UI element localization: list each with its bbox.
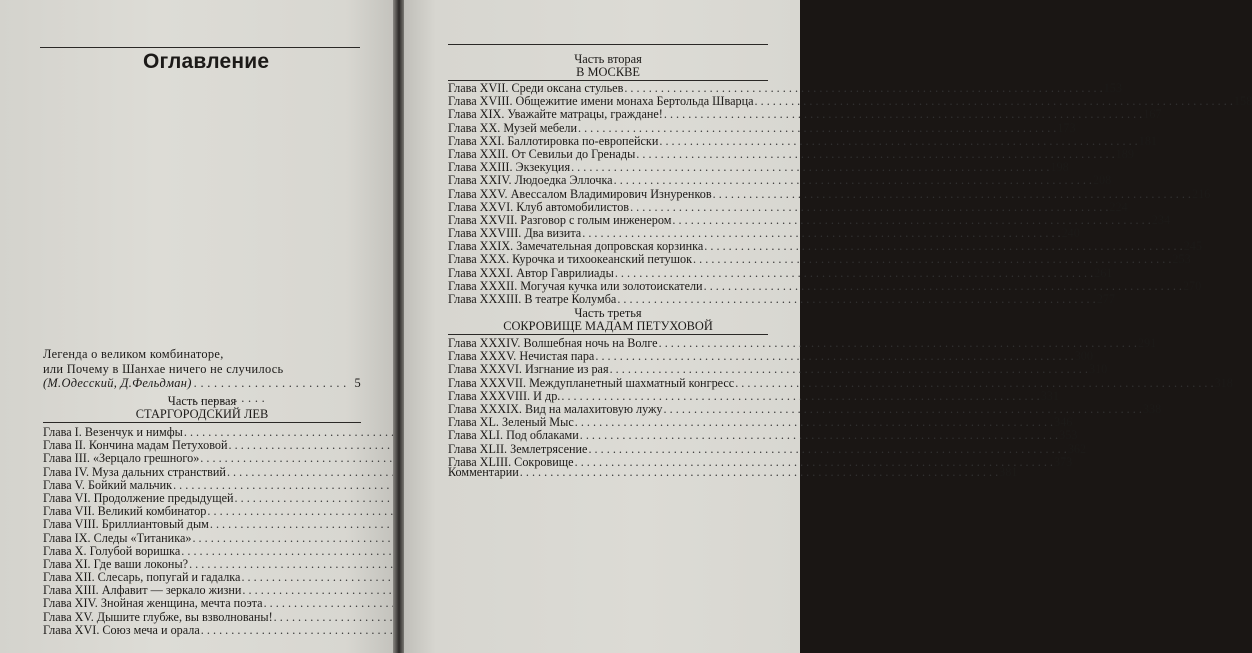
chapter-title: Глава XXXIII. В театре Колумба <box>448 292 617 306</box>
chapter-title: Глава XII. Слесарь, попугай и гадалка <box>43 570 241 585</box>
part-three-rule <box>448 334 768 335</box>
chapter-title: Глава XIV. Знойная женщина, мечта поэта <box>43 596 263 611</box>
chapter-page: 331 <box>1040 388 1059 403</box>
toc-entry[interactable] <box>43 452 361 465</box>
leader-dots <box>615 267 1093 280</box>
toc-entry[interactable] <box>43 466 361 479</box>
toc-entry[interactable] <box>448 120 1076 135</box>
toc-entry[interactable] <box>43 518 361 531</box>
chapter-title: Глава V. Бойкий мальчик <box>43 477 173 492</box>
leader-dots <box>561 390 1039 403</box>
chapter-title: Глава XVI. Союз меча и орала <box>43 622 200 637</box>
leader-dots <box>580 429 1058 442</box>
top-rule-right <box>448 44 768 45</box>
part-two-label: Часть вторая <box>574 52 642 66</box>
part-one-name: СТАРГОРОДСКИЙ ЛЕВ <box>135 407 269 421</box>
leader-dots <box>630 201 1108 214</box>
book-gutter <box>393 0 404 653</box>
chapter-title: Глава XXVIII. Два визита <box>448 226 582 241</box>
chapter-page: 310 <box>1088 362 1108 377</box>
chapter-page: 353 <box>1059 428 1078 443</box>
chapter-title: Глава XXVI. Клуб автомобилистов <box>448 199 630 214</box>
leader-dots <box>735 377 1213 390</box>
leader-dots <box>614 174 1092 187</box>
chapter-page: 346 <box>1054 415 1073 430</box>
leader-dots <box>713 188 1191 201</box>
chapter-page: 338 <box>1142 401 1162 416</box>
toc-entry[interactable] <box>448 107 1162 122</box>
part-one-toc <box>43 426 361 637</box>
toc-entry[interactable] <box>43 597 361 610</box>
chapter-title: Глава XVII. Среди оксана стульев <box>448 81 624 95</box>
chapter-title: Глава XXXVIII. И др. <box>448 388 561 403</box>
chapter-title: Глава XX. Музей мебели <box>448 120 577 135</box>
comments-toc <box>448 465 1018 479</box>
comments-title: Комментарии <box>448 465 519 479</box>
chapter-title: Глава VII. Великий комбинатор <box>43 504 207 519</box>
chapter-page: 167 <box>1143 107 1162 122</box>
chapter-page: 277 <box>1096 292 1115 306</box>
chapter-page: 261 <box>1094 265 1113 280</box>
legend-line-1: Легенда о великом комбинаторе, <box>43 347 224 361</box>
chapter-title: Глава XXV. Авессалом Владимирович Изнуренков <box>448 186 712 201</box>
chapter-page: 153 <box>1103 81 1122 95</box>
chapter-title: Глава XXIX. Замечательная допровская корзинка <box>448 239 704 254</box>
chapter-title: Глава II. Кончина мадам Петуховой <box>43 438 228 453</box>
leader-dots <box>664 108 1142 121</box>
legend-authors: (М.Одесский, Д.Фельдман) <box>43 376 192 390</box>
chapter-page: 291 <box>1137 336 1157 350</box>
right-page <box>404 0 1252 653</box>
chapter-title: Глава XLII. Землетрясение <box>448 441 588 456</box>
page-title: Оглавление <box>143 50 270 73</box>
chapter-title: Глава III. «Зерцало грешного» <box>43 451 200 466</box>
chapter-page: 245 <box>1183 239 1202 254</box>
legend-line-2: или Почему в Шанхае ничего не случилось <box>43 361 284 376</box>
chapter-page: 253 <box>1172 252 1191 267</box>
chapter-title: Глава XXXIX. Вид на малахитовую лужу <box>448 401 663 416</box>
part-three-toc <box>448 336 1233 469</box>
chapter-page: 158 <box>1233 94 1252 109</box>
part-three-heading <box>448 307 768 333</box>
toc-entry[interactable] <box>43 545 361 558</box>
toc-entry[interactable] <box>448 388 1059 403</box>
chapter-title: Глава XXXV. Нечистая пара <box>448 349 595 364</box>
chapter-page: 181 <box>1138 133 1157 148</box>
chapter-title: Глава XXI. Баллотировка по-европейски <box>448 133 659 148</box>
part-three-label: Часть третья <box>574 306 642 320</box>
chapter-page: 198 <box>1050 160 1069 175</box>
left-page <box>0 0 393 653</box>
part-one-label: Часть первая <box>167 394 237 408</box>
chapter-title: Глава IV. Муза дальних странствий <box>43 464 226 479</box>
chapter-title: Глава XXXVII. Междупланетный шахматный конгресс <box>448 375 735 390</box>
chapter-title: Глава XVIII. Общежитие имени монаха Бертольда Шварца <box>448 94 754 109</box>
chapter-title: Глава VI. Продолжение предыдущей <box>43 490 234 505</box>
part-two-heading <box>448 53 768 79</box>
chapter-title: Глава VIII. Бриллиантовый дым <box>43 517 209 532</box>
chapter-title: Глава XLI. Под облаками <box>448 428 579 443</box>
chapter-title: Глава XXXVI. Изгнание из рая <box>448 362 609 377</box>
toc-entry[interactable] <box>448 199 1128 214</box>
leader-dots <box>578 122 1056 135</box>
chapter-page: 189 <box>1115 146 1134 161</box>
toc-entry[interactable] <box>448 375 1233 390</box>
leader-dots <box>617 293 1095 306</box>
chapter-title: Глава XXIV. Людоедка Эллочка <box>448 173 613 188</box>
chapter-title: Глава XL. Зеленый Мыс <box>448 415 574 430</box>
chapter-page: 373 <box>1053 454 1073 469</box>
toc-entry[interactable] <box>448 186 1211 201</box>
chapter-page: 234 <box>1151 212 1171 227</box>
chapter-title: Глава I. Везенчук и нимфы <box>43 425 183 439</box>
toc-entry[interactable] <box>448 173 1112 188</box>
leader-dots <box>610 363 1088 376</box>
chapter-title: Глава XXIII. Экзекуция <box>448 160 571 175</box>
chapter-page: 173 <box>1057 120 1076 135</box>
chapter-title: Глава XI. Где ваши локоны? <box>43 556 189 571</box>
leader-dots <box>659 135 1137 148</box>
chapter-title: Глава XXXI. Автор Гаврилиады <box>448 265 614 280</box>
toc-entry[interactable] <box>43 479 361 492</box>
part-two-name: В МОСКВЕ <box>576 65 640 79</box>
part-one-rule <box>43 422 361 423</box>
toc-entry[interactable] <box>448 362 1108 377</box>
toc-entry[interactable] <box>448 292 1115 306</box>
chapter-title: Глава XXXIV. Волшебная ночь на Волге <box>448 336 658 350</box>
leader-dots <box>520 466 998 479</box>
chapter-page: 216 <box>1191 186 1211 201</box>
chapter-title: Глава IX. Следы «Титаника» <box>43 530 192 545</box>
comments-entry[interactable] <box>448 465 1018 479</box>
chapter-title: Глава XIII. Алфавит — зеркало жизни <box>43 583 242 598</box>
toc-entry[interactable] <box>43 624 361 637</box>
part-two-toc <box>448 81 1252 306</box>
chapter-title: Глава XXVII. Разговор с голым инженером <box>448 212 672 227</box>
leader-dots <box>693 253 1171 266</box>
chapter-page: 224 <box>1109 199 1128 214</box>
comments-page: 381 <box>999 465 1018 479</box>
toc-entry[interactable] <box>448 252 1191 267</box>
part-one-heading <box>43 395 361 421</box>
chapter-title: Глава XIX. Уважайте матрацы, граждане! <box>448 107 663 122</box>
top-rule <box>40 47 360 48</box>
chapter-page: 270 <box>1182 278 1202 293</box>
toc-entry[interactable] <box>43 611 361 624</box>
toc-entry[interactable] <box>448 265 1113 280</box>
chapter-page: 300 <box>1074 349 1093 364</box>
legend-page: 5 <box>354 376 361 390</box>
leader-dots <box>588 443 1066 456</box>
part-three-name: СОКРОВИЩЕ МАДАМ ПЕТУХОВОЙ <box>503 319 713 333</box>
chapter-title: Глава X. Голубой воришка <box>43 543 181 558</box>
chapter-page: 208 <box>1092 173 1112 188</box>
chapter-title: Глава XXII. От Севильи до Гренады <box>448 146 636 161</box>
toc-entry[interactable] <box>448 133 1157 148</box>
chapter-title: Глава XXX. Курочка и тихоокеанский петушок <box>448 252 693 267</box>
toc-entry[interactable] <box>43 532 361 545</box>
toc-entry[interactable] <box>448 428 1078 443</box>
chapter-page: 362 <box>1067 441 1087 456</box>
chapter-title: Глава XV. Дышите глубже, вы взволнованы! <box>43 609 273 624</box>
chapter-page: 318 <box>1214 375 1233 390</box>
chapter-title: Глава XXXII. Могучая кучка или золотоискатели <box>448 278 703 293</box>
toc-entry[interactable] <box>448 441 1087 456</box>
chapter-title: Глава XLIII. Сокровище <box>448 454 574 469</box>
chapter-page: 240 <box>1061 226 1080 241</box>
